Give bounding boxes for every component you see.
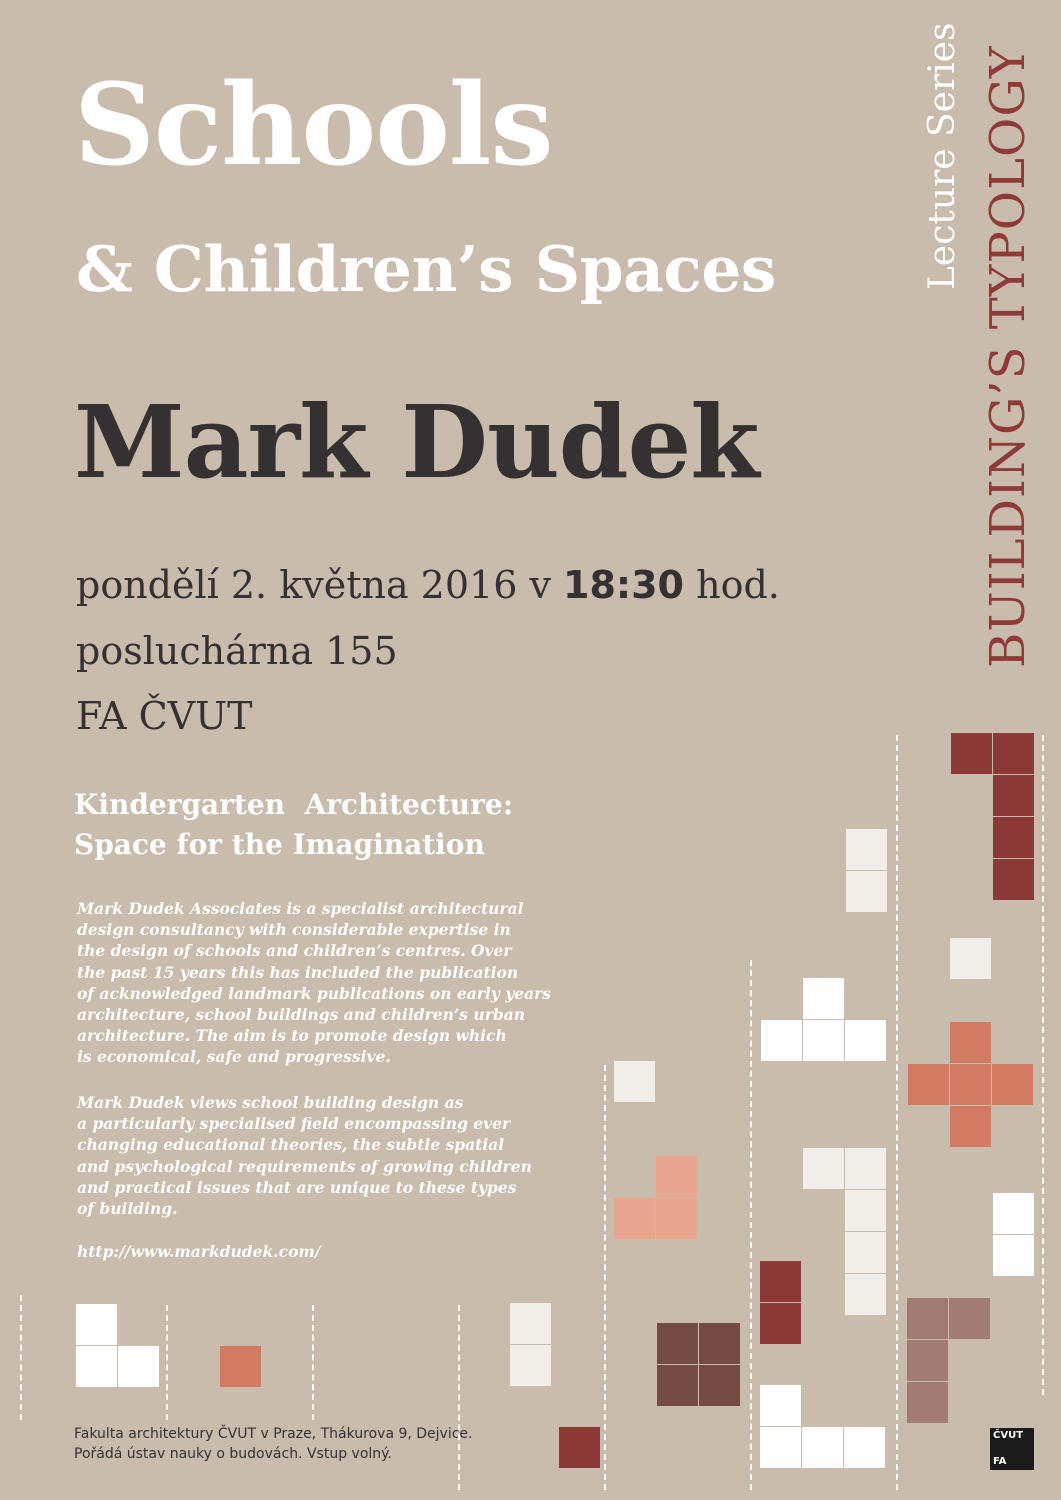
decor-square: [118, 1346, 159, 1387]
decor-square: [657, 1323, 698, 1364]
decor-square: [76, 1304, 117, 1345]
decor-square: [656, 1156, 697, 1197]
decor-square: [510, 1345, 551, 1386]
dashed-line: [750, 960, 752, 1490]
decor-square: [950, 1106, 991, 1147]
decor-square: [950, 1022, 991, 1063]
decor-square: [761, 1020, 802, 1061]
decor-square: [845, 1274, 886, 1315]
footer-organizer: Pořádá ústav nauky o budovách. Vstup volný.: [74, 1446, 392, 1462]
decor-square: [760, 1261, 801, 1302]
logo-bottom: FA: [993, 1456, 1007, 1467]
decor-square: [950, 1064, 991, 1105]
decor-square: [993, 1193, 1034, 1234]
description-paragraph-1: Mark Dudek Associates is a specialist architectural design consultancy with considerable expertise in the design of schools and children’s centres. Over the past 15 years this has included the publication of acknowledged landmark publications on early years architecture, school buildings and children’s urban architecture. The aim is to promote design which is economical, safe and progressive.: [77, 899, 552, 1067]
decor-square: [760, 1385, 801, 1426]
lecture-title-line1: Kindergarten Architecture:: [74, 788, 514, 821]
decor-square: [992, 1064, 1033, 1105]
decor-square: [510, 1303, 551, 1344]
lecture-series-label: Lecture Series: [922, 22, 963, 290]
event-date-line: [76, 563, 780, 607]
dashed-line: [166, 1305, 168, 1420]
title-childrens-spaces: & Children’s Spaces: [76, 232, 776, 306]
dashed-line: [604, 1065, 606, 1490]
decor-square: [993, 859, 1034, 900]
decor-square: [614, 1198, 655, 1239]
event-time-suffix: hod.: [696, 563, 780, 607]
decor-square: [845, 1020, 886, 1061]
building-typology-label: BUILDING’S TYPOLOGY: [980, 45, 1036, 668]
event-time: 18:30: [563, 563, 684, 607]
decor-square: [614, 1061, 655, 1102]
decor-square: [845, 1148, 886, 1189]
decor-square: [907, 1382, 948, 1423]
lecture-title-line2: Space for the Imagination: [74, 828, 485, 861]
decor-square: [845, 1190, 886, 1231]
dashed-line: [312, 1305, 314, 1420]
dashed-line: [1042, 735, 1044, 1395]
title-schools: Schools: [74, 60, 553, 191]
decor-square: [802, 1427, 843, 1468]
decor-square: [699, 1323, 740, 1364]
footer: [74, 1424, 473, 1464]
decor-square: [846, 871, 887, 912]
speaker-name: Mark Dudek: [74, 383, 759, 501]
decor-square: [803, 978, 844, 1019]
website-link[interactable]: http://www.markdudek.com/: [77, 1242, 321, 1261]
decor-square: [950, 938, 991, 979]
dashed-line: [896, 735, 898, 1490]
decor-square: [699, 1365, 740, 1406]
decor-square: [845, 1232, 886, 1273]
decor-square: [993, 1235, 1034, 1276]
decor-square: [220, 1346, 261, 1387]
decor-square: [559, 1427, 600, 1468]
decor-square: [76, 1346, 117, 1387]
decor-square: [951, 733, 992, 774]
lecture-title: [74, 785, 513, 865]
decor-square: [803, 1148, 844, 1189]
cvut-fa-logo: [990, 1428, 1034, 1470]
dashed-line: [458, 1305, 460, 1490]
decor-square: [949, 1298, 990, 1339]
decor-square: [993, 817, 1034, 858]
decor-square: [844, 1427, 885, 1468]
event-venue: FA ČVUT: [76, 694, 253, 738]
decor-square: [760, 1303, 801, 1344]
decor-square: [993, 775, 1034, 816]
decor-square: [907, 1340, 948, 1381]
dashed-line: [20, 1295, 22, 1420]
decor-square: [993, 733, 1034, 774]
decor-square: [656, 1198, 697, 1239]
decor-square: [846, 829, 887, 870]
decor-square: [803, 1020, 844, 1061]
decor-square: [760, 1427, 801, 1468]
footer-address: Fakulta architektury ČVUT v Praze, Thákurova 9, Dejvice.: [74, 1426, 473, 1442]
description-paragraph-2: Mark Dudek views school building design as a particularly specialised field encompassing ever changing educational theories, the subtle spatial and psychological requirements of growing children and practical issues that are unique to these types of building.: [77, 1093, 532, 1219]
decor-square: [657, 1365, 698, 1406]
logo-top: ČVUT: [993, 1430, 1024, 1441]
event-date: pondělí 2. května 2016 v: [76, 563, 551, 607]
decor-square: [908, 1064, 949, 1105]
decor-square: [907, 1298, 948, 1339]
event-room: posluchárna 155: [76, 629, 398, 673]
